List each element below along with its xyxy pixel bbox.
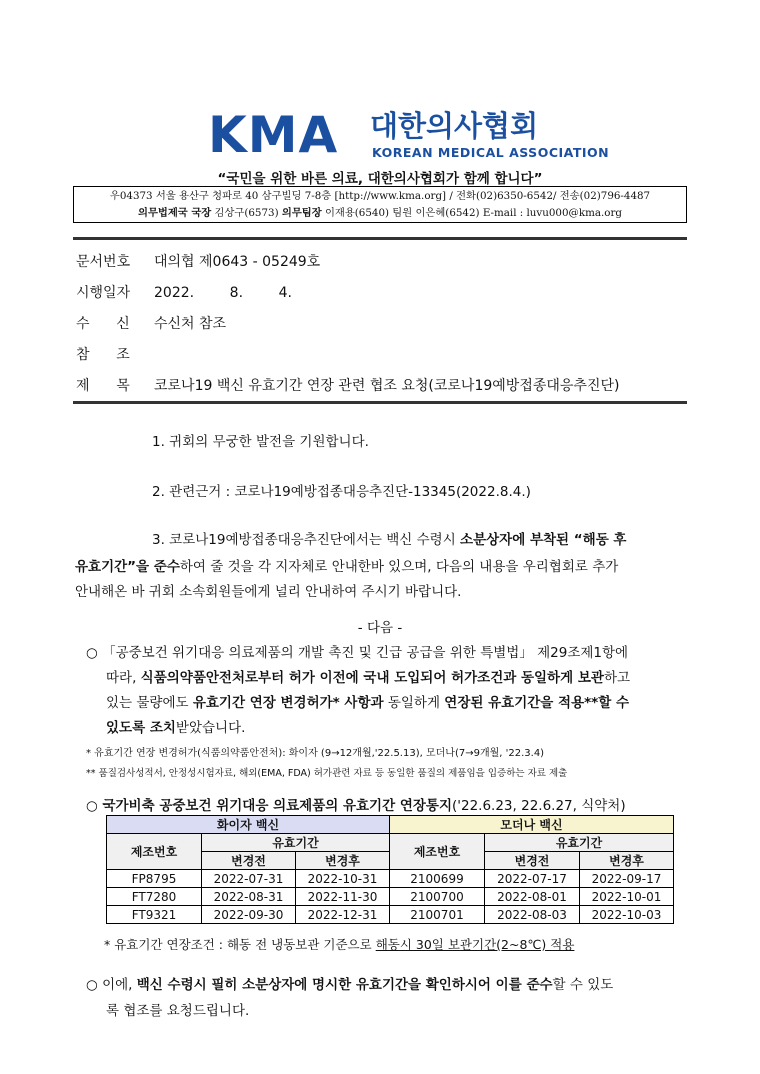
table-row: FT9321 2022-09-30 2022-12-31 2100701 2022-08-03 2022-10-03 <box>107 906 674 924</box>
paragraph-3-line-3: 안내해온 바 귀회 소속회원들에게 널리 안내하여 주시기 바랍니다. <box>75 584 462 600</box>
paragraph-1: 1. 귀회의 무궁한 발전을 기원합니다. <box>152 434 369 450</box>
next-heading: - 다음 - <box>357 620 403 636</box>
pfizer-before-header: 변경전 <box>202 852 296 870</box>
moderna-before-header: 변경전 <box>485 852 580 870</box>
paragraph-2: 2. 관련근거 : 코로나19예방접종대응추진단-13345(2022.8.4.) <box>152 484 531 500</box>
table-row: FP8795 2022-07-31 2022-10-31 2100699 2022-07-17 2022-09-17 <box>107 870 674 888</box>
dept-head: 김상구(6573) <box>211 207 282 219</box>
paragraph-3-line-2: 유효기간”을 준수하여 줄 것을 각 지자체로 안내한바 있으며, 다음의 내용을 우리협회로 추가 <box>75 559 619 575</box>
contact-line-1: 우04373 서울 용산구 청파로 40 삼구빌딩 7-8층 [http://www.kma.org] / 전화(02)6350-6542/ 전송(02)796-4487 <box>109 190 651 202</box>
contact-line-2 <box>74 205 686 222</box>
vaccine-expiry-table <box>106 815 674 924</box>
moderna-lot-header: 제조번호 <box>390 834 485 870</box>
meta-divider <box>73 401 687 404</box>
doc-number-row: 문서번호 대의협 제0643 - 05249호 <box>76 254 321 270</box>
bullet-1-line-2: 따라, 식품의약품안전처로부터 허가 이전에 국내 도입되어 허가조건과 동일하게 보관하고 <box>106 670 631 686</box>
bullet-3-line-2: 록 협조를 요청드립니다. <box>106 1003 250 1019</box>
reference-row: 참 조 <box>76 347 130 363</box>
table-note: * 유효기간 연장조건 : 해동 전 냉동보관 기준으로 해동시 30일 보관기간(2~8℃) 적용 <box>104 937 575 952</box>
team-members: 이재용(6540) 팀원 이은혜(6542) E-mail : luvu000@kma.org <box>321 207 622 219</box>
bullet-1-line-4: 있도록 조치받았습니다. <box>106 720 246 736</box>
recipient-row: 수 신 수신처 참조 <box>76 316 227 332</box>
paragraph-3-line-1: 3. 코로나19예방접종대응추진단에서는 백신 수령시 소분상자에 부착된 “해동 후 <box>152 532 627 548</box>
bullet-1-line-3: 있는 물량에도 유효기간 연장 변경허가* 사항과 동일하게 연장된 유효기간을 적용**할 수 <box>106 695 630 711</box>
footnote-1: * 유효기간 연장 변경허가(식품의약품안전처): 화이자 (9→12개월,'22.5.13), 모더나(7→9개월, '22.3.4) <box>86 748 545 759</box>
motto: “국민을 위한 바른 의료, 대한의사협회가 함께 합니다” <box>217 171 543 187</box>
team-label: 의무팀장 <box>281 207 322 219</box>
pfizer-lot-header: 제조번호 <box>107 834 202 870</box>
moderna-after-header: 변경후 <box>580 852 674 870</box>
table-row: FT7280 2022-08-31 2022-11-30 2100700 2022-08-01 2022-10-01 <box>107 888 674 906</box>
bullet-2: ○ 국가비축 공중보건 위기대응 의료제품의 유효기간 연장통지('22.6.23, 22.6.27, 식약처) <box>86 798 626 814</box>
pfizer-expiry-header: 유효기간 <box>202 834 390 852</box>
kma-logo-mark: KMA <box>208 106 339 164</box>
kma-logo-korean: 대한의사협회 <box>370 109 539 143</box>
footnote-2: ** 품질검사성적서, 안정성시험자료, 해외(EMA, FDA) 허가관련 자료 등 동일한 품질의 제품임을 입증하는 자료 제출 <box>86 768 568 779</box>
moderna-header: 모더나 백신 <box>390 816 674 834</box>
contact-info-box <box>73 186 687 223</box>
moderna-expiry-header: 유효기간 <box>485 834 674 852</box>
pfizer-header: 화이자 백신 <box>107 816 390 834</box>
dept-label: 의무법제국 국장 <box>138 207 212 219</box>
pfizer-after-header: 변경후 <box>296 852 390 870</box>
bullet-3-line-1: ○ 이에, 백신 수령시 필히 소분상자에 명시한 유효기간을 확인하시어 이를 준수할 수 있도 <box>86 977 614 993</box>
bullet-1-line-1: ○ 「공중보건 위기대응 의료제품의 개발 촉진 및 긴급 공급을 위한 특별법」 제29조제1항에 <box>86 645 629 661</box>
top-divider <box>73 237 687 240</box>
date-row: 시행일자 2022. 8. 4. <box>76 285 292 301</box>
kma-logo-english: KOREAN MEDICAL ASSOCIATION <box>372 145 610 160</box>
subject-row: 제 목 코로나19 백신 유효기간 연장 관련 협조 요청(코로나19예방접종대응추진단) <box>76 378 620 394</box>
